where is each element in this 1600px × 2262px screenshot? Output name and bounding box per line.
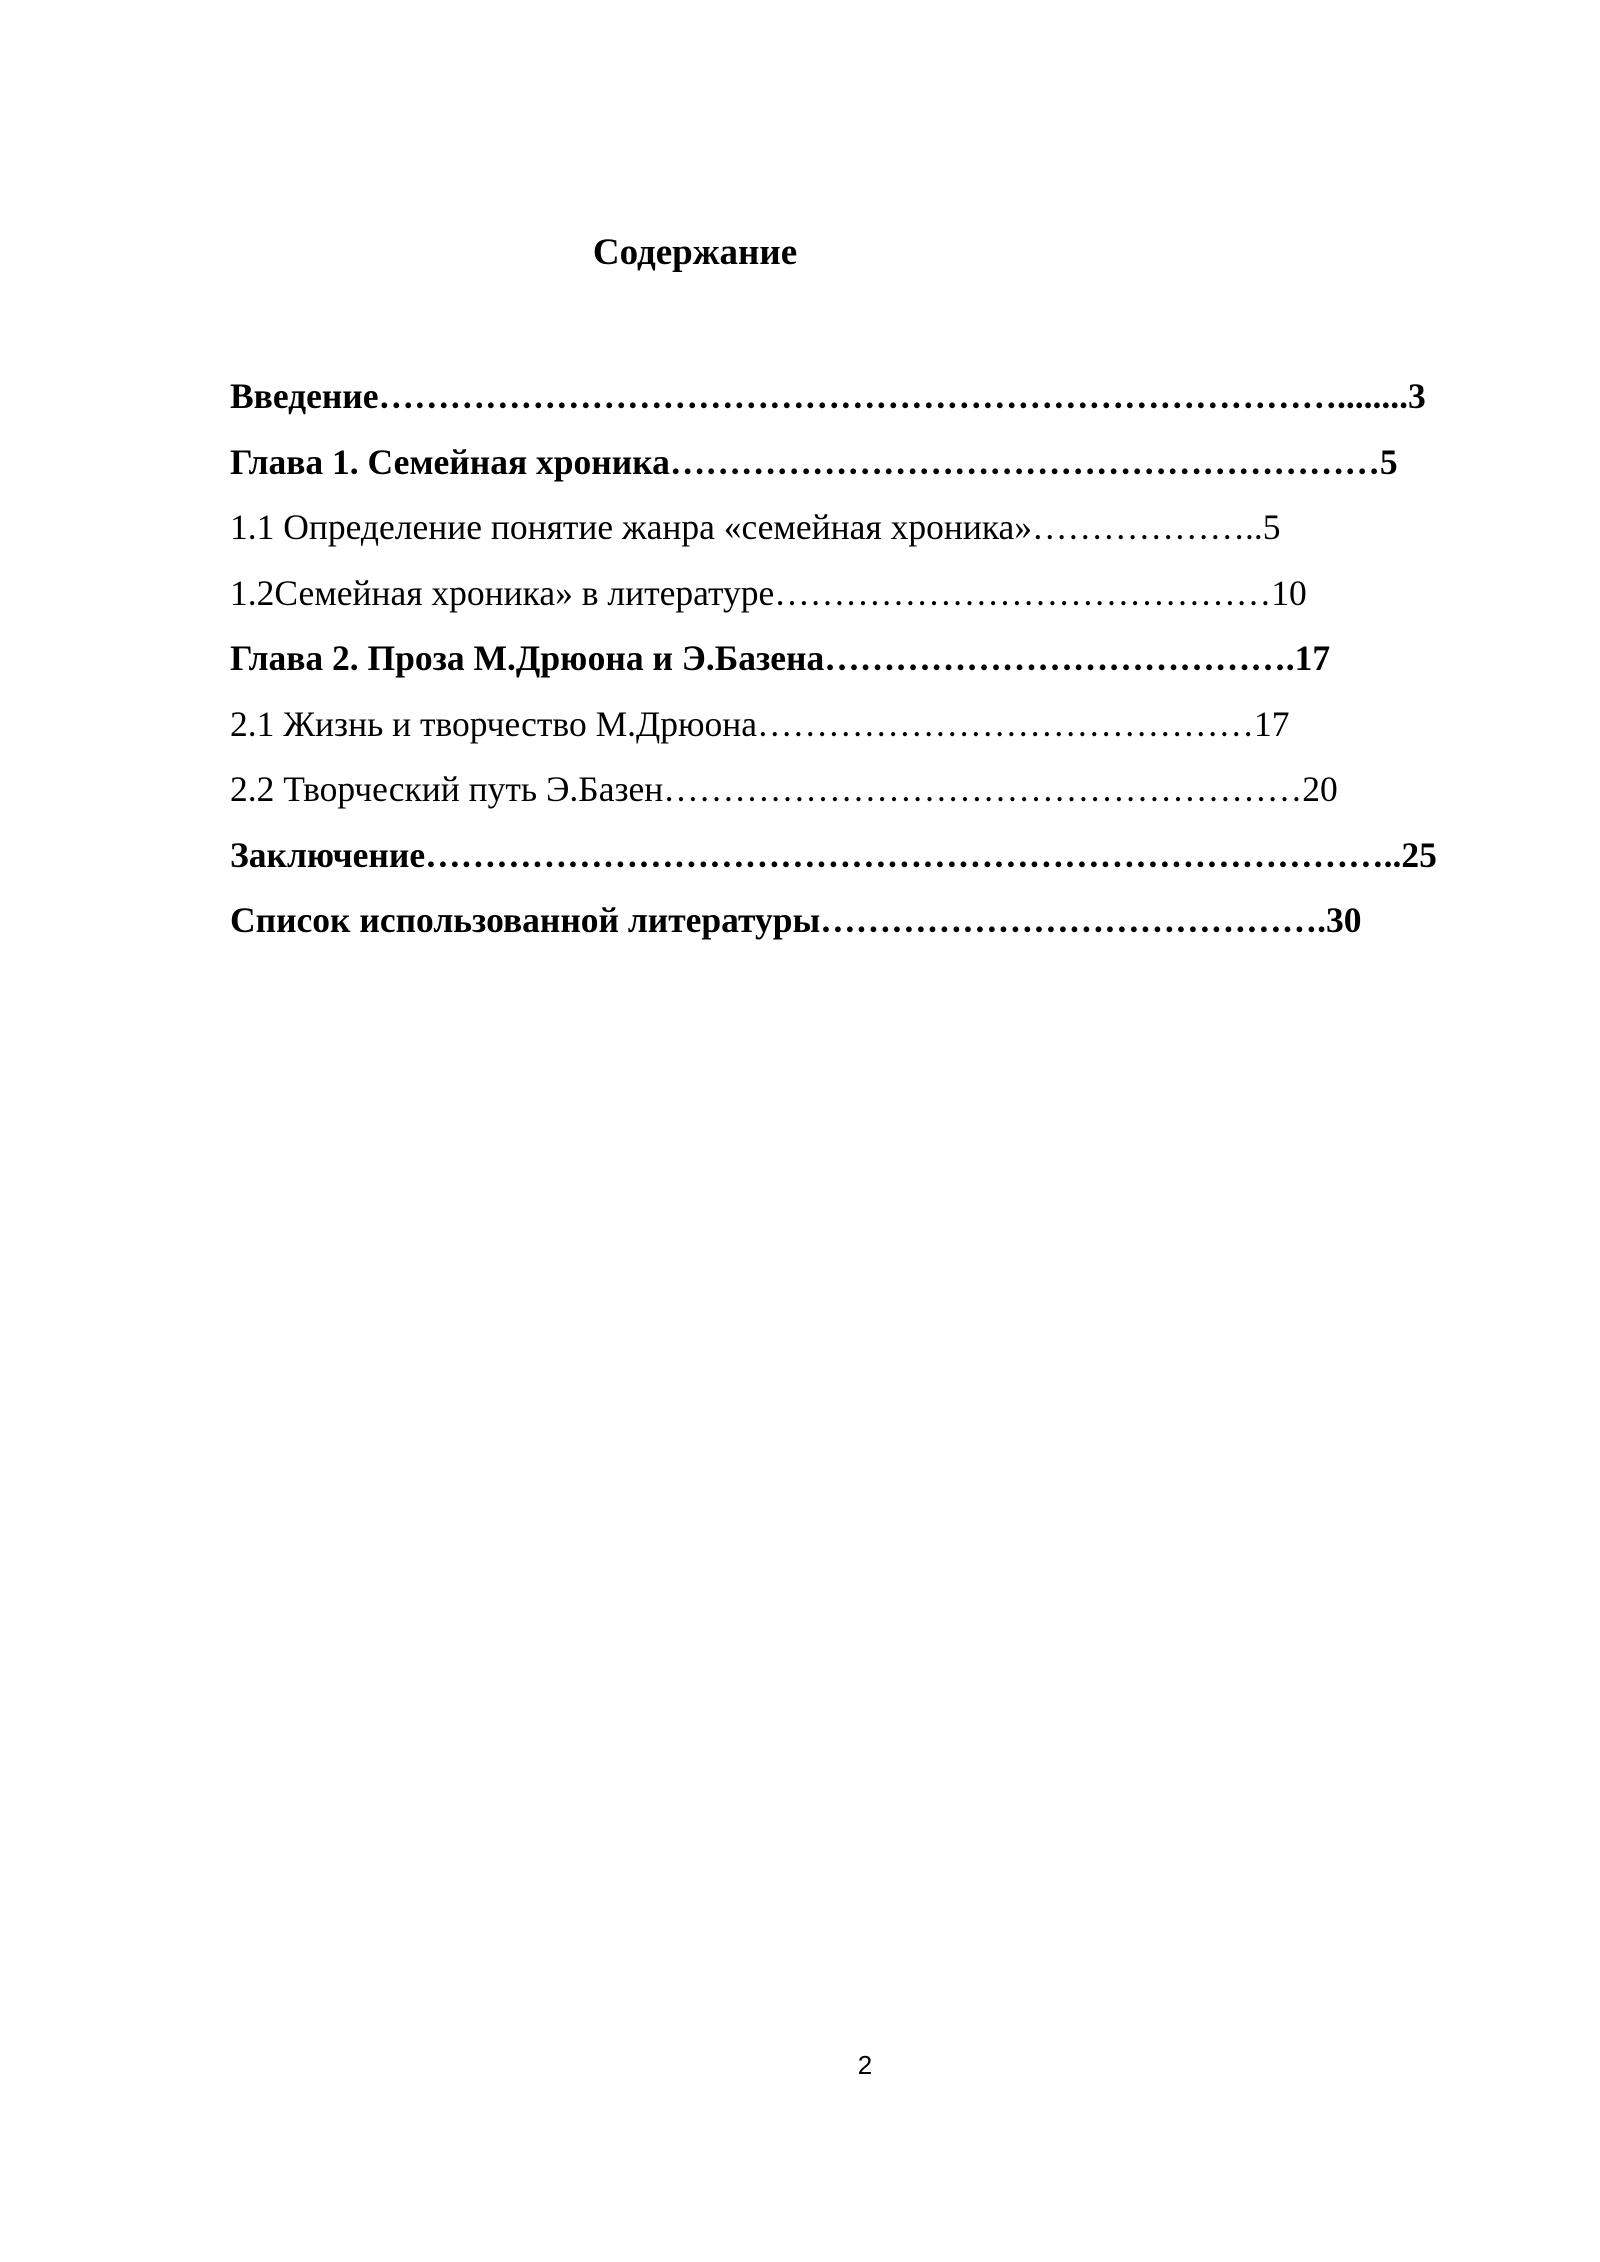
table-of-contents	[230, 370, 1490, 960]
toc-entry-section-1-2: 1.2Семейная хроника» в литературе……………………………………10	[230, 572, 1307, 613]
toc-entry-introduction: Введение………………………………………………………………………........3	[230, 376, 1426, 416]
toc-entry-chapter-1: Глава 1. Семейная хроника……………………………………………………5	[230, 441, 1398, 482]
toc-entry-section-2-1: 2.1 Жизнь и творчество М.Дрюона……………………………………17	[230, 703, 1290, 744]
toc-entry-bibliography: Список использованной литературы…………………………………….30	[230, 900, 1362, 940]
toc-entry-section-1-1: 1.1 Определение понятие жанра «семейная хроника»………………..5	[230, 507, 1281, 547]
toc-entry-conclusion: Заключение………………………………………………………………………..25	[230, 834, 1437, 875]
toc-entry-chapter-2: Глава 2. Проза М.Дрюона и Э.Базена………………………………….17	[230, 638, 1331, 678]
toc-entry-section-2-2: 2.2 Творческий путь Э.Базен………………………………………………20	[230, 769, 1338, 809]
toc-heading: Содержание	[592, 232, 798, 273]
page-number: 2	[857, 2050, 873, 2080]
